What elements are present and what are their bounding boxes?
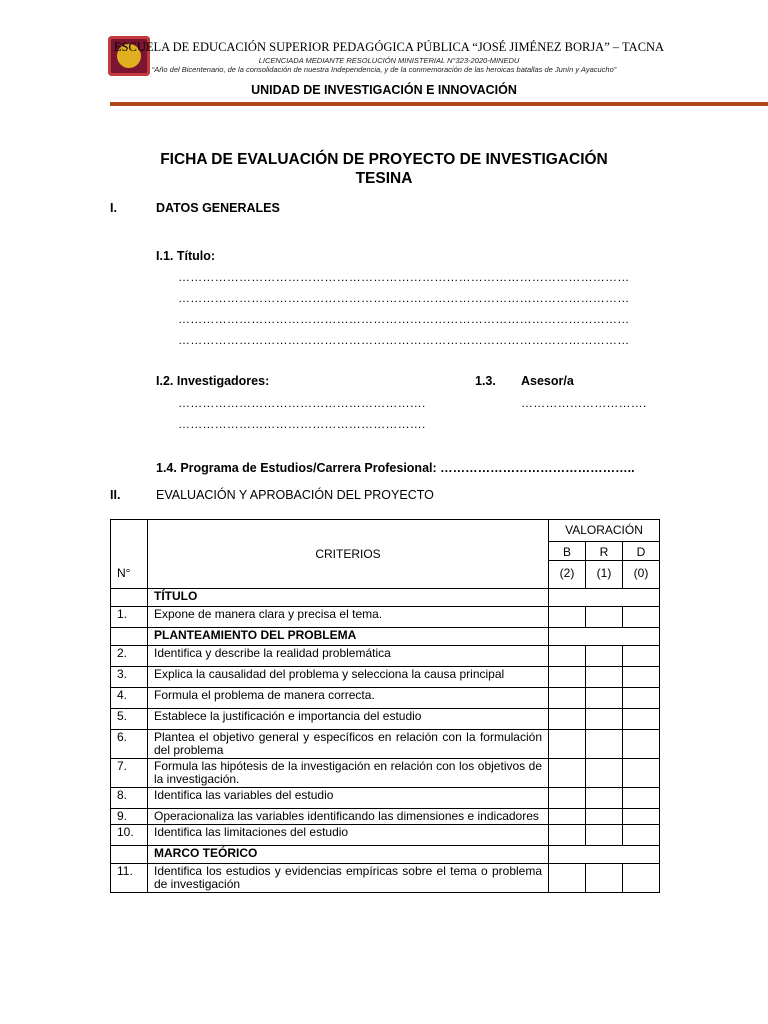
score-cell-d[interactable]: [623, 607, 660, 628]
criteria-row: [111, 759, 660, 788]
criteria-number: 6.: [111, 730, 148, 759]
criteria-text: Identifica los estudios y evidencias empíricas sobre el tema o problema de investigación: [148, 864, 549, 893]
score-cell-r[interactable]: [586, 788, 623, 809]
criteria-text: Explica la causalidad del problema y selecciona la causa principal: [148, 667, 549, 688]
criteria-number: 8.: [111, 788, 148, 809]
score-cell-b[interactable]: [549, 607, 586, 628]
score-cell-d[interactable]: [623, 809, 660, 825]
section-number-cell: [111, 589, 148, 607]
table-header-row-1: [111, 520, 660, 542]
section-title: TÍTULO: [148, 589, 549, 607]
score-cell-r[interactable]: [586, 730, 623, 759]
asesor-number: 1.3.: [475, 374, 496, 388]
criteria-row: [111, 730, 660, 759]
score-cell-r[interactable]: [586, 667, 623, 688]
score-cell-d[interactable]: [623, 667, 660, 688]
programa-label: 1.4. Programa de Estudios/Carrera Profesional: ………………………………………..: [156, 461, 635, 475]
score-cell-b[interactable]: [549, 864, 586, 893]
investigador-line-1: …………………………………………………….: [178, 396, 426, 410]
section-2-number: II.: [110, 488, 121, 502]
criteria-text: Establece la justificación e importancia del estudio: [148, 709, 549, 730]
document-title: [0, 150, 768, 188]
score-cell-b[interactable]: [549, 709, 586, 730]
section-score-cell: [549, 589, 660, 607]
criteria-number: 1.: [111, 607, 148, 628]
score-cell-b[interactable]: [549, 667, 586, 688]
criteria-number: 2.: [111, 646, 148, 667]
score-cell-d[interactable]: [623, 864, 660, 893]
license-line: LICENCIADA MEDIANTE RESOLUCIÓN MINISTERIAL N°323-2020-MINEDU: [258, 56, 520, 65]
section-number-cell: [111, 628, 148, 646]
col-number-header: N°: [111, 520, 148, 589]
criteria-number: 3.: [111, 667, 148, 688]
score-cell-r[interactable]: [586, 688, 623, 709]
criteria-row: [111, 646, 660, 667]
score-cell-d[interactable]: [623, 788, 660, 809]
titulo-line-3: …………………………………………………………………………………………………: [178, 312, 630, 326]
criteria-number: 11.: [111, 864, 148, 893]
title-line-1: FICHA DE EVALUACIÓN DE PROYECTO DE INVESTIGACIÓN: [160, 151, 608, 168]
investigador-line-2: …………………………………………………….: [178, 417, 426, 431]
section-1-number: I.: [110, 201, 117, 215]
section-row: [111, 589, 660, 607]
score-cell-r[interactable]: [586, 825, 623, 846]
titulo-line-4: …………………………………………………………………………………………………: [178, 333, 630, 347]
score-cell-d[interactable]: [623, 688, 660, 709]
section-2-heading: EVALUACIÓN Y APROBACIÓN DEL PROYECTO: [156, 488, 434, 502]
evaluation-table-body: [111, 520, 660, 893]
score-cell-d[interactable]: [623, 646, 660, 667]
evaluation-table: [110, 519, 660, 893]
score-cell-b[interactable]: [549, 788, 586, 809]
score-cell-d[interactable]: [623, 730, 660, 759]
title-line-2: TESINA: [355, 170, 413, 187]
score-cell-r[interactable]: [586, 709, 623, 730]
section-score-cell: [549, 846, 660, 864]
section-1-heading: DATOS GENERALES: [156, 201, 280, 215]
level-b-letter: B: [549, 542, 586, 561]
criteria-row: [111, 788, 660, 809]
score-cell-r[interactable]: [586, 646, 623, 667]
criteria-number: 4.: [111, 688, 148, 709]
level-b-points: (2): [549, 561, 586, 589]
criteria-number: 9.: [111, 809, 148, 825]
level-d-points: (0): [623, 561, 660, 589]
asesor-line: ………………………….: [521, 396, 647, 410]
criteria-text: Operacionaliza las variables identificando las dimensiones e indicadores: [148, 809, 549, 825]
criteria-text: Identifica y describe la realidad problemática: [148, 646, 549, 667]
unit-title: UNIDAD DE INVESTIGACIÓN E INNOVACIÓN: [251, 83, 517, 97]
score-cell-b[interactable]: [549, 730, 586, 759]
criteria-text: Formula las hipótesis de la investigación en relación con los objetivos de la investigación.: [148, 759, 549, 788]
section-title: PLANTEAMIENTO DEL PROBLEMA: [148, 628, 549, 646]
year-motto: “Año del Bicentenario, de la consolidación de nuestra Independencia, y de la conmemoración de las heroicas batallas de Junín y Ayacucho”: [151, 65, 617, 74]
investigadores-label: I.2. Investigadores:: [156, 374, 270, 388]
criteria-text: Identifica las variables del estudio: [148, 788, 549, 809]
criteria-number: 10.: [111, 825, 148, 846]
criteria-row: [111, 825, 660, 846]
score-cell-d[interactable]: [623, 825, 660, 846]
score-cell-d[interactable]: [623, 709, 660, 730]
level-r-letter: R: [586, 542, 623, 561]
section-row: [111, 628, 660, 646]
criteria-text: Identifica las limitaciones del estudio: [148, 825, 549, 846]
score-cell-b[interactable]: [549, 759, 586, 788]
section-title: MARCO TEÓRICO: [148, 846, 549, 864]
criteria-row: [111, 607, 660, 628]
score-cell-b[interactable]: [549, 688, 586, 709]
section-row: [111, 846, 660, 864]
criteria-text: Formula el problema de manera correcta.: [148, 688, 549, 709]
score-cell-d[interactable]: [623, 759, 660, 788]
score-cell-b[interactable]: [549, 809, 586, 825]
criteria-text: Plantea el objetivo general y específicos en relación con la formulación del problema: [148, 730, 549, 759]
titulo-label: I.1. Título:: [156, 249, 216, 263]
col-valoracion-header: VALORACIÓN: [549, 520, 660, 542]
titulo-line-1: …………………………………………………………………………………………………: [178, 270, 630, 284]
criteria-number: 7.: [111, 759, 148, 788]
score-cell-b[interactable]: [549, 825, 586, 846]
header-divider: [110, 102, 768, 106]
level-r-points: (1): [586, 561, 623, 589]
section-number-cell: [111, 846, 148, 864]
criteria-row: [111, 809, 660, 825]
col-criteria-header: CRITERIOS: [148, 520, 549, 589]
titulo-line-2: …………………………………………………………………………………………………: [178, 291, 630, 305]
criteria-text: Expone de manera clara y precisa el tema.: [148, 607, 549, 628]
section-score-cell: [549, 628, 660, 646]
criteria-row: [111, 667, 660, 688]
score-cell-r[interactable]: [586, 759, 623, 788]
school-name: ESCUELA DE EDUCACIÓN SUPERIOR PEDAGÓGICA PÚBLICA “JOSÉ JIMÉNEZ BORJA” – TACNA: [113, 40, 665, 54]
criteria-row: [111, 688, 660, 709]
level-d-letter: D: [623, 542, 660, 561]
score-cell-r[interactable]: [586, 607, 623, 628]
asesor-label: Asesor/a: [521, 374, 574, 388]
score-cell-b[interactable]: [549, 646, 586, 667]
criteria-row: [111, 709, 660, 730]
criteria-row: [111, 864, 660, 893]
score-cell-r[interactable]: [586, 809, 623, 825]
criteria-number: 5.: [111, 709, 148, 730]
score-cell-r[interactable]: [586, 864, 623, 893]
